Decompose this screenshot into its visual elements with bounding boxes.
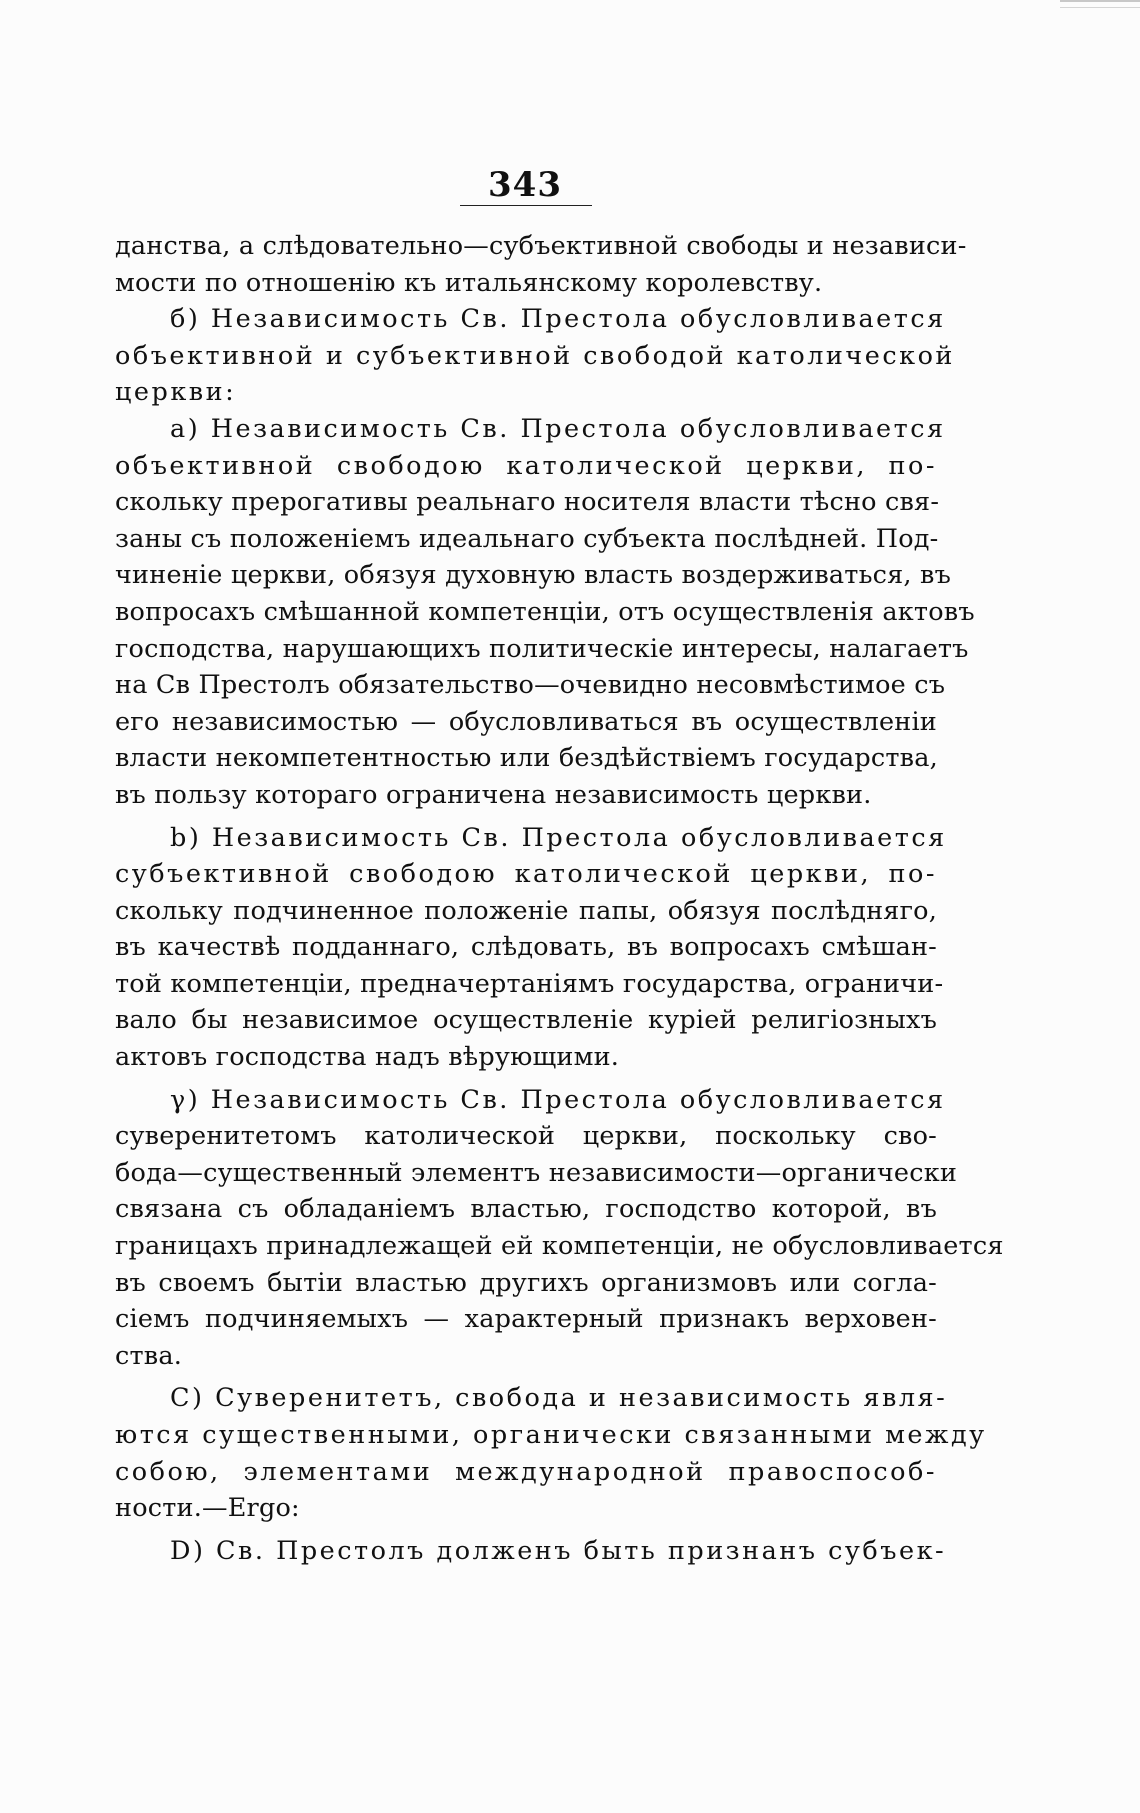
text-line: вало бы независимое осуществленіе куріей религіозныхъ <box>115 1005 937 1036</box>
text-line: ются существенными, органически связанными между <box>115 1420 987 1450</box>
text-line: бода—существенный элементъ независимости—органически <box>115 1157 958 1188</box>
text-line: сіемъ подчиняемыхъ — характерный признакъ верховен- <box>115 1304 937 1335</box>
text-line: мости по отношенію къ итальянскому королевству. <box>115 267 823 298</box>
paragraph-d-start: D) Св. Престолъ долженъ быть признанъ субъек- <box>170 1535 947 1566</box>
text-line: господства, нарушающихъ политическіе интересы, налагаетъ <box>115 633 969 664</box>
text-line: ства. <box>115 1340 183 1371</box>
text-line: связана съ обладаніемъ властью, господство которой, въ <box>115 1194 937 1225</box>
paragraph-c-start: C) Суверенитетъ, свобода и независимость явля- <box>170 1383 948 1414</box>
text-line: объективной и субъективной свободой католической <box>115 340 955 371</box>
text-line: на Св Престолъ обязательство—очевидно несовмѣстимое съ <box>115 670 946 701</box>
text-line: скольку подчиненное положеніе папы, обязуя послѣдняго, <box>115 895 937 926</box>
text-line: власти некомпетентностью или бездѣйствіемъ государства, <box>115 743 938 774</box>
page-number: 343 <box>488 165 562 205</box>
text-line: вопросахъ смѣшанной компетенціи, отъ осуществленія актовъ <box>115 596 975 627</box>
text-line: его независимостью — обусловливаться въ осуществленіи <box>115 706 937 737</box>
text-line: границахъ принадлежащей ей компетенціи, не обусловливается <box>115 1231 1004 1262</box>
text-line: въ качествѣ подданнаго, слѣдовать, въ вопросахъ смѣшан- <box>115 932 937 963</box>
paragraph-gamma-start: γ) Независимость Св. Престола обусловливается <box>170 1084 946 1115</box>
paragraph-b-start: б) Независимость Св. Престола обусловливается <box>170 304 946 335</box>
text-line: ности.—Ergo: <box>115 1493 300 1524</box>
text-line: объективной свободою католической церкви, по- <box>115 450 937 481</box>
text-line: актовъ господства надъ вѣрующими. <box>115 1042 620 1073</box>
text-line: суверенитетомъ католической церкви, поскольку сво- <box>115 1121 937 1152</box>
page-number-rule <box>460 205 592 206</box>
text-line: въ пользу котораго ограничена независимость церкви. <box>115 779 872 810</box>
scan-edge-mark <box>1060 0 1140 8</box>
paragraph-b-latin-start: b) Независимость Св. Престола обусловливается <box>170 822 947 853</box>
text-line: данства, а слѣдовательно—субъективной свободы и независи- <box>115 231 967 261</box>
text-line: субъективной свободою католической церкви, по- <box>115 859 937 890</box>
text-line: заны съ положеніемъ идеальнаго субъекта послѣдней. Под- <box>115 523 939 554</box>
text-line: церкви: <box>115 377 237 408</box>
text-line: той компетенціи, предначертаніямъ государства, ограничи- <box>115 968 944 999</box>
text-line: скольку прерогативы реальнаго носителя власти тѣсно свя- <box>115 487 940 518</box>
page-text <box>115 228 1004 1569</box>
text-line: чиненіе церкви, обязуя духовную власть воздерживаться, въ <box>115 560 952 591</box>
text-line: собою, элементами международной правоспособ- <box>115 1456 937 1487</box>
text-line: въ своемъ бытіи властью другихъ организмовъ или согла- <box>115 1267 937 1298</box>
paragraph-a-start: a) Независимость Св. Престола обусловливается <box>170 413 946 444</box>
